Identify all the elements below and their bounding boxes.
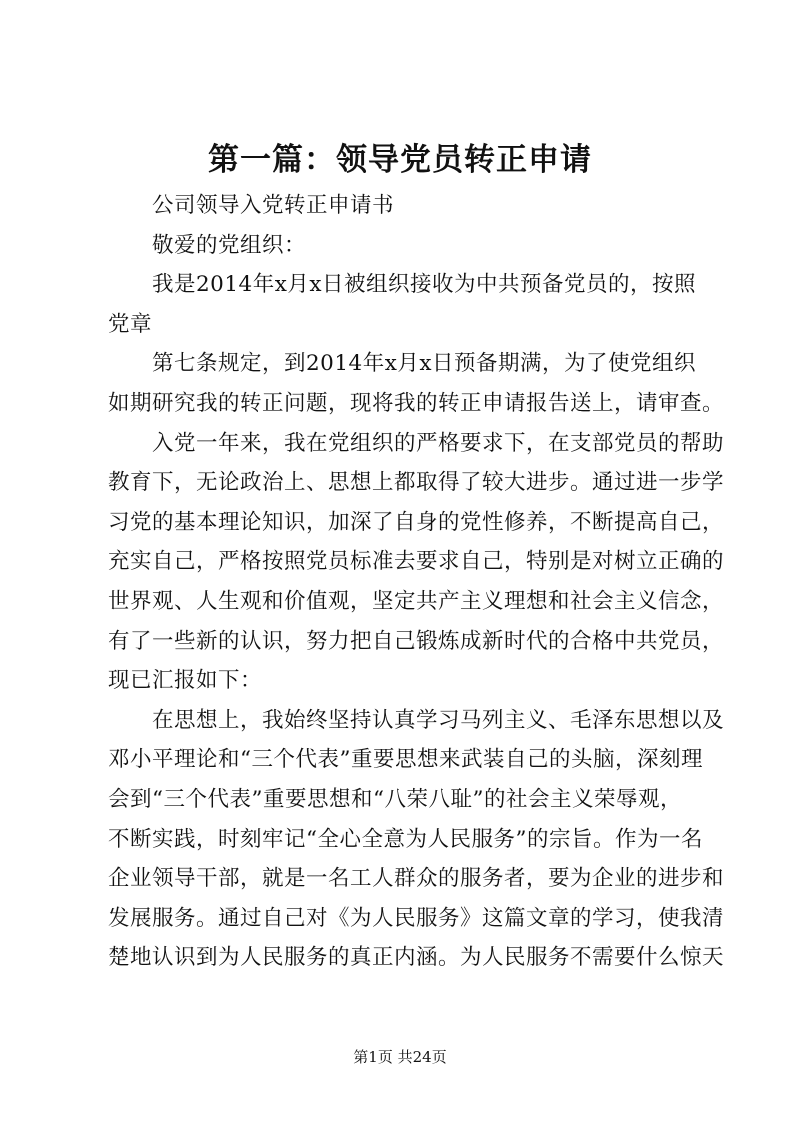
text-line: 有了一些新的认识，努力把自己锻炼成新时代的合格中共党员， — [108, 628, 725, 654]
text-line: 教育下，无论政治上、思想上都取得了较大进步。通过进一步学 — [108, 470, 725, 496]
text-line: 充实自己，严格按照党员标准去要求自己，特别是对树立正确的 — [108, 549, 725, 575]
text-line: 世界观、人生观和价值观，坚定共产主义理想和社会主义信念， — [108, 588, 725, 614]
text-line: 在思想上，我始终坚持认真学习马列主义、毛泽东思想以及 — [152, 707, 725, 733]
text-line: 第七条规定，到2014年x月x日预备期满，为了使党组织 — [152, 351, 696, 377]
text-line: 党章 — [108, 311, 153, 337]
document-title: 第一篇：领导党员转正申请 — [208, 142, 592, 178]
text-line: 入党一年来，我在党组织的严格要求下，在支部党员的帮助 — [152, 430, 725, 456]
text-line: 会到“三个代表”重要思想和“八荣八耻”的社会主义荣辱观， — [108, 786, 682, 812]
text-line: 企业领导干部，就是一名工人群众的服务者，要为企业的进步和 — [108, 866, 725, 892]
text-line: 发展服务。通过自己对《为人民服务》这篇文章的学习，使我清 — [108, 905, 725, 931]
text-line: 如期研究我的转正问题，现将我的转正申请报告送上，请审查。 — [108, 390, 725, 416]
document-body — [108, 186, 725, 978]
text-line: 公司领导入党转正申请书 — [152, 193, 395, 218]
text-line: 楚地认识到为人民服务的真正内涵。为人民服务不需要什么惊天 — [108, 945, 725, 971]
text-line: 邓小平理论和“三个代表”重要思想来武装自己的头脑，深刻理 — [108, 747, 703, 773]
text-line: 我是2014年x月x日被组织接收为中共预备党员的，按照 — [152, 272, 696, 298]
text-line: 习党的基本理论知识，加深了自身的党性修养，不断提高自己， — [108, 509, 725, 535]
text-line: 不断实践，时刻牢记“全心全意为人民服务”的宗旨。作为一名 — [108, 826, 703, 852]
text-line: 敬爱的党组织： — [152, 232, 307, 258]
text-line: 现已汇报如下： — [108, 668, 263, 694]
page-number: 第1页 共24页 — [353, 1048, 447, 1066]
